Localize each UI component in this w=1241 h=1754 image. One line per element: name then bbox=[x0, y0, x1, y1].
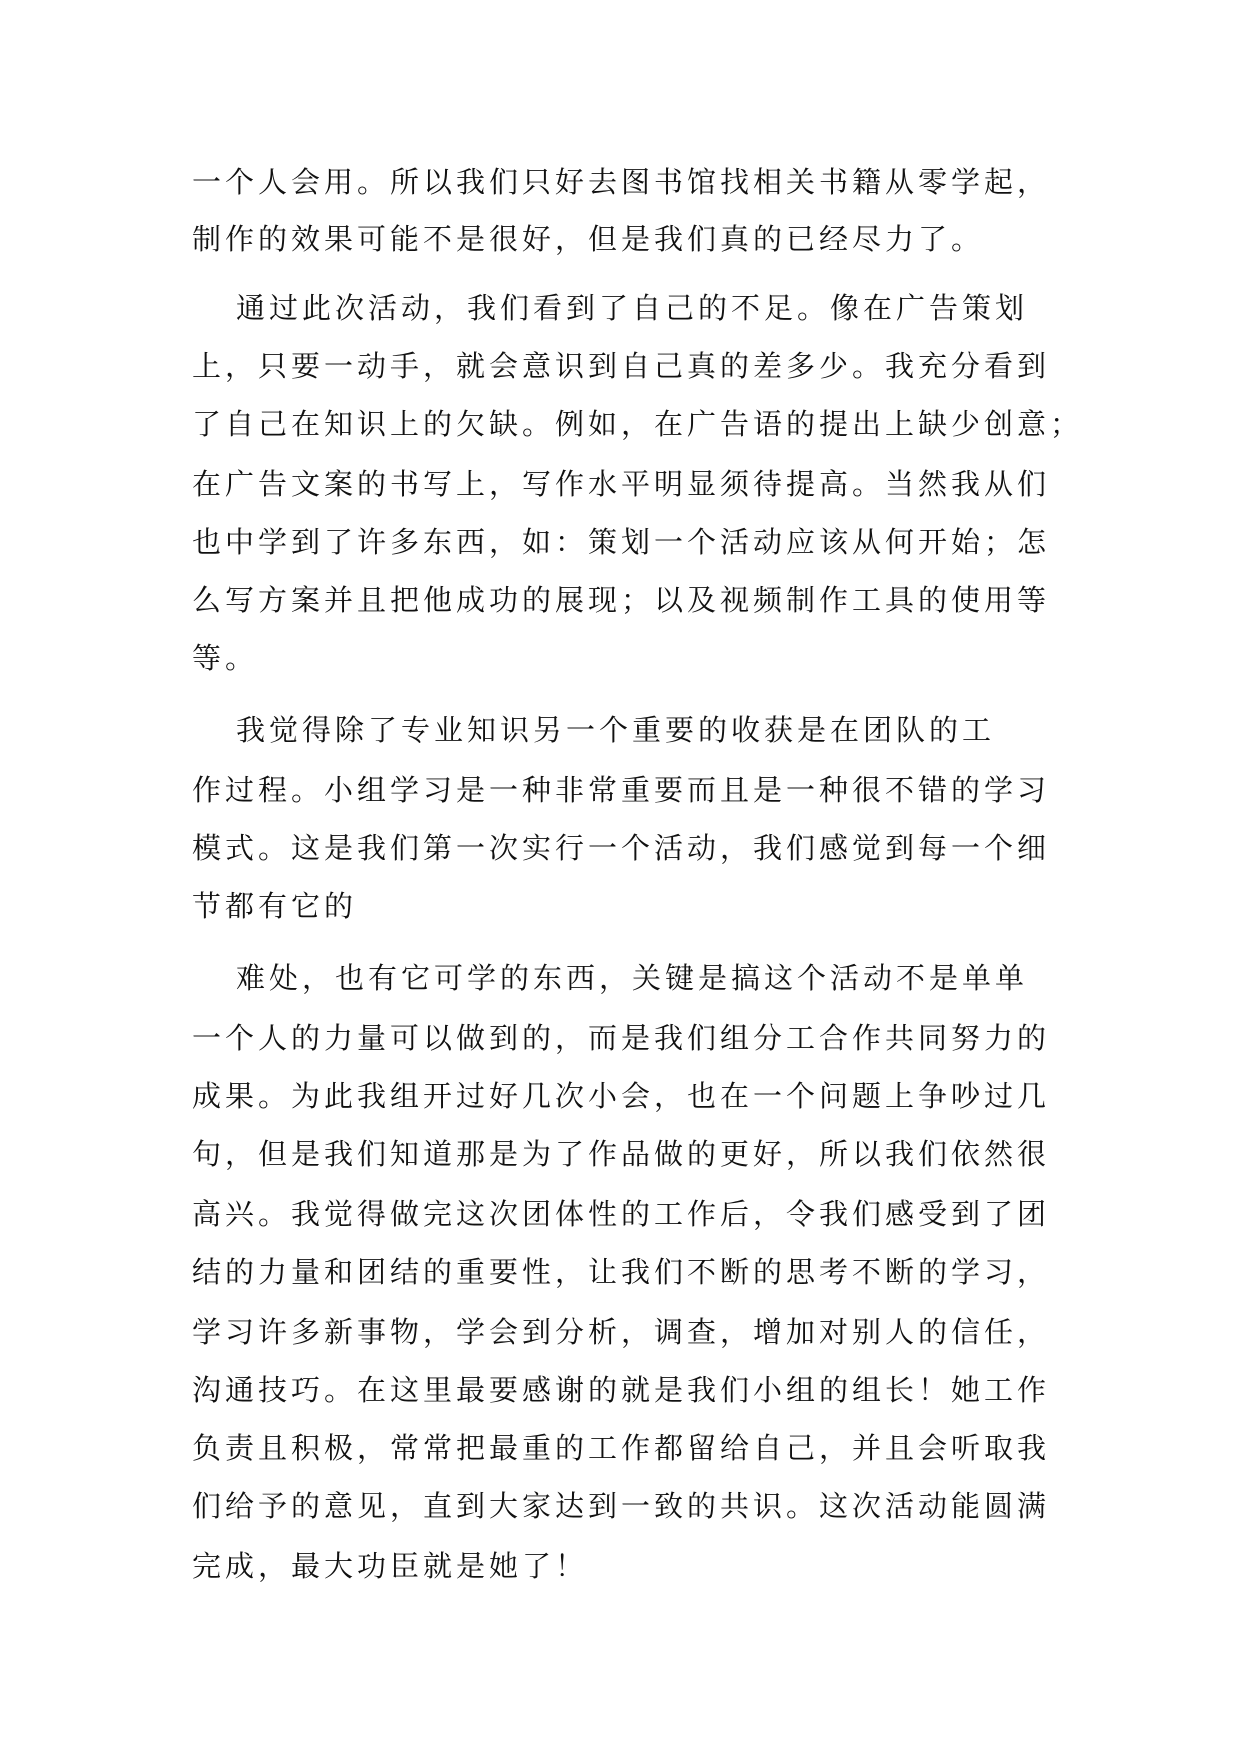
text-line: 们给予的意见，直到大家达到一致的共识。这次活动能圆满 bbox=[192, 1489, 1051, 1523]
text-line: 模式。这是我们第一次实行一个活动，我们感觉到每一个细 bbox=[192, 831, 1051, 865]
paragraph-first-line: 我觉得除了专业知识另一个重要的收获是在团队的工 bbox=[236, 713, 996, 747]
text-line: 成果。为此我组开过好几次小会，也在一个问题上争吵过几 bbox=[192, 1079, 1051, 1113]
text-line: 等。 bbox=[192, 641, 259, 675]
text-line: 一个人的力量可以做到的，而是我们组分工合作共同努力的 bbox=[192, 1021, 1051, 1055]
paragraph-first-line: 通过此次活动，我们看到了自己的不足。像在广告策划 bbox=[236, 291, 1029, 325]
text-line: 负责且积极，常常把最重的工作都留给自己，并且会听取我 bbox=[192, 1431, 1051, 1465]
text-line: 沟通技巧。在这里最要感谢的就是我们小组的组长！她工作 bbox=[192, 1373, 1051, 1407]
text-line: 高兴。我觉得做完这次团体性的工作后，令我们感受到了团 bbox=[192, 1197, 1051, 1231]
text-line: 在广告文案的书写上，写作水平明显须待提高。当然我从们 bbox=[192, 467, 1051, 501]
text-line: 结的力量和团结的重要性，让我们不断的思考不断的学习， bbox=[192, 1255, 1051, 1289]
text-line: 学习许多新事物，学会到分析，调查，增加对别人的信任， bbox=[192, 1315, 1051, 1349]
text-line: 上，只要一动手，就会意识到自己真的差多少。我充分看到 bbox=[192, 349, 1051, 383]
text-line: 制作的效果可能不是很好，但是我们真的已经尽力了。 bbox=[192, 222, 985, 256]
text-line: 么写方案并且把他成功的展现；以及视频制作工具的使用等 bbox=[192, 583, 1051, 617]
text-line: 句，但是我们知道那是为了作品做的更好，所以我们依然很 bbox=[192, 1137, 1051, 1171]
paragraph-first-line: 难处，也有它可学的东西，关键是搞这个活动不是单单 bbox=[236, 961, 1029, 995]
text-line: 完成，最大功臣就是她了！ bbox=[192, 1549, 589, 1583]
text-line: 也中学到了许多东西，如：策划一个活动应该从何开始；怎 bbox=[192, 525, 1051, 559]
text-line: 节都有它的 bbox=[192, 889, 358, 923]
text-line: 作过程。小组学习是一种非常重要而且是一种很不错的学习 bbox=[192, 773, 1051, 807]
text-line: 了自己在知识上的欠缺。例如，在广告语的提出上缺少创意； bbox=[192, 407, 1084, 441]
text-line: 一个人会用。所以我们只好去图书馆找相关书籍从零学起， bbox=[192, 165, 1051, 199]
